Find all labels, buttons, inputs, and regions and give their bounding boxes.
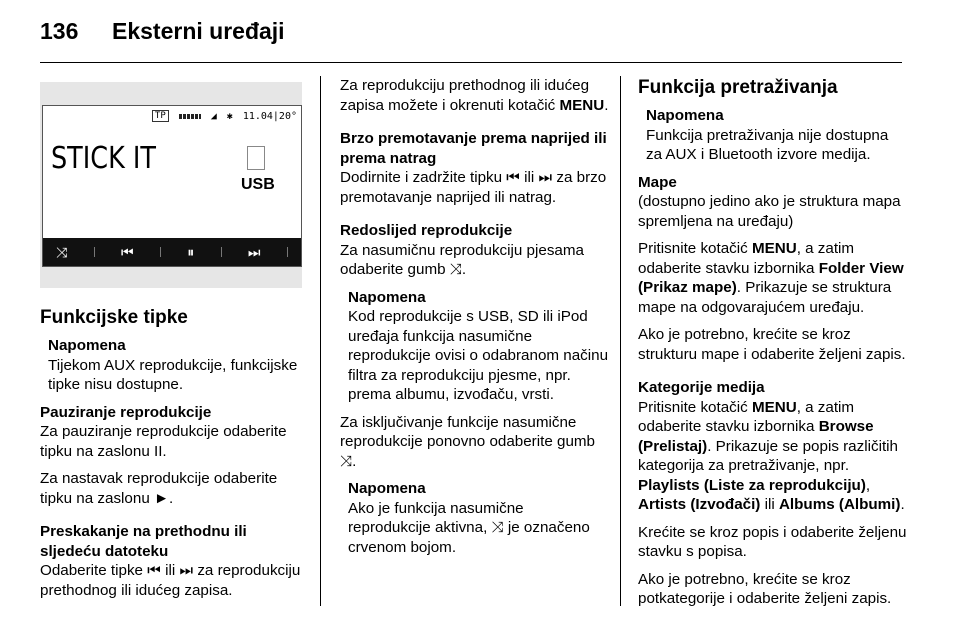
pause-icon[interactable]: ⏸: [187, 243, 195, 260]
status-bar: [152, 110, 297, 122]
divider: [221, 247, 222, 257]
subheading: Preskakanje na prethodnu ili sljedeću datoteku: [40, 523, 247, 560]
note-title: Napomena: [646, 107, 724, 124]
text: , a zatim odaberite stavku izbornika: [638, 398, 855, 435]
paragraph: Odaberite tipke ⏮ ili ⏭ za reprodukciju prethodnog ili idućeg zapisa.: [40, 562, 301, 599]
menu-item-label: Artists (Izvođači): [638, 496, 761, 513]
subheading: Pauziranje reprodukcije: [40, 403, 212, 421]
paragraph: Za isključivanje funkcije nasumične reprodukcije ponovno odaberite gumb ⤨.: [340, 413, 595, 470]
divider: [94, 247, 95, 257]
tp-indicator: TP: [152, 110, 169, 122]
note-title: Napomena: [48, 337, 126, 354]
note-text: Kod reprodukcije s USB, SD ili iPod uređaja funkcija nasumične reprodukcije ovisi o odabranom načinu filtra za reprodukciju pjesme, npr. prema albumu, izvođaču, vrsti.: [348, 308, 609, 403]
text: , a zatim odaberite stavku izbornika: [638, 240, 855, 277]
text: .: [900, 496, 905, 513]
shuffle-icon[interactable]: ⤨: [56, 243, 68, 260]
divider: [160, 247, 161, 257]
paragraph: [340, 76, 610, 115]
paragraph: Za pauziranje reprodukcije odaberite tipku na zaslonu II.: [40, 423, 287, 460]
display-screen: [42, 105, 302, 267]
page-title: Eksterni uređaji: [112, 18, 285, 44]
clock-temp: 11.04|20°: [242, 110, 297, 122]
previous-icon[interactable]: ⏮: [120, 243, 134, 260]
menu-label: MENU: [751, 398, 797, 416]
paragraph: Ako je potrebno, krećite se kroz strukturu mape i odaberite željeni zapis.: [638, 326, 906, 363]
column-2: [340, 76, 610, 565]
text: .: [604, 96, 609, 114]
section-title: Funkcija pretraživanja: [638, 77, 838, 98]
column-divider: [320, 76, 321, 606]
note: [40, 336, 308, 395]
paragraph: Dodirnite i zadržite tipku ⏮ ili ⏭ za brzo premotavanje naprijed ili natrag.: [340, 169, 607, 206]
note-text: Tijekom AUX reprodukcije, funkcijske tipke nisu dostupne.: [48, 356, 298, 393]
playback-controls: [43, 238, 301, 266]
menu-item-label: Albums (Albumi): [778, 496, 901, 513]
menu-label: MENU: [559, 96, 605, 114]
signal-icon: ◢: [210, 110, 217, 122]
subheading: Mape: [638, 173, 677, 191]
paragraph: Za nastavak reprodukcije odaberite tipku na zaslonu ►.: [40, 470, 278, 507]
display-figure: [40, 82, 302, 288]
note-text: Funkcija pretraživanja nije dostupna za AUX i Bluetooth izvore medija.: [646, 126, 889, 163]
usb-stick-icon: [247, 146, 265, 170]
paragraph: [638, 398, 908, 515]
source-label: USB: [241, 176, 275, 193]
menu-item-label: Folder View (Prikaz mape): [638, 259, 904, 296]
note-text: Ako je funkcija nasumične reprodukcije aktivna, ⤨ je označeno crvenom bojom.: [348, 499, 590, 556]
paragraph: Ako je potrebno, krećite se kroz potkategorije i odaberite željeni zapis.: [638, 570, 892, 607]
subheading: Redoslijed reprodukcije: [340, 222, 513, 239]
menu-label: MENU: [751, 240, 797, 257]
column-1: [40, 306, 308, 608]
note: [340, 288, 610, 405]
text: Za reprodukciju prethodnog ili idućeg zapisa možete i okrenuti kotačić: [340, 77, 590, 114]
text: . Prikazuje se popis različitih kategorija za pretraživanje, npr.: [638, 437, 898, 474]
text: ili: [764, 496, 775, 513]
paragraph: Za nasumičnu reprodukciju pjesama odaberite gumb ⤨.: [340, 241, 584, 278]
text: Pritisnite kotačić: [638, 398, 748, 416]
page-number: 136: [40, 18, 79, 44]
menu-item-label: Playlists (Liste za reprodukciju): [638, 476, 866, 494]
header-rule: [40, 62, 902, 63]
note: [638, 106, 908, 165]
divider: [287, 247, 288, 257]
column-divider: [620, 76, 621, 606]
menu-item-label: Browse (Prelistaj): [638, 418, 874, 455]
track-title: STICK IT: [51, 141, 157, 176]
signal-bars-icon: [179, 114, 201, 119]
note-title: Napomena: [348, 480, 426, 497]
subheading: Brzo premotavanje prema naprijed ili prema natrag: [340, 130, 607, 167]
note-title: Napomena: [348, 288, 426, 306]
text: . Prikazuje se struktura mape na odgovarajućem uređaju.: [638, 279, 892, 316]
text: Pritisnite kotačić: [638, 240, 748, 257]
text: ,: [865, 476, 871, 494]
paragraph: (dostupno jedino ako je struktura mapa spremljena na uređaju): [638, 193, 901, 230]
bluetooth-icon: ✱: [226, 110, 233, 122]
section-title: Funkcijske tipke: [40, 307, 188, 328]
paragraph: [638, 239, 908, 317]
paragraph: Krećite se kroz popis i odaberite željenu stavku s popisa.: [638, 523, 907, 560]
note: [340, 479, 610, 557]
subheading: Kategorije medija: [638, 379, 765, 396]
next-icon[interactable]: ⏭: [247, 243, 261, 260]
column-3: [638, 76, 908, 617]
